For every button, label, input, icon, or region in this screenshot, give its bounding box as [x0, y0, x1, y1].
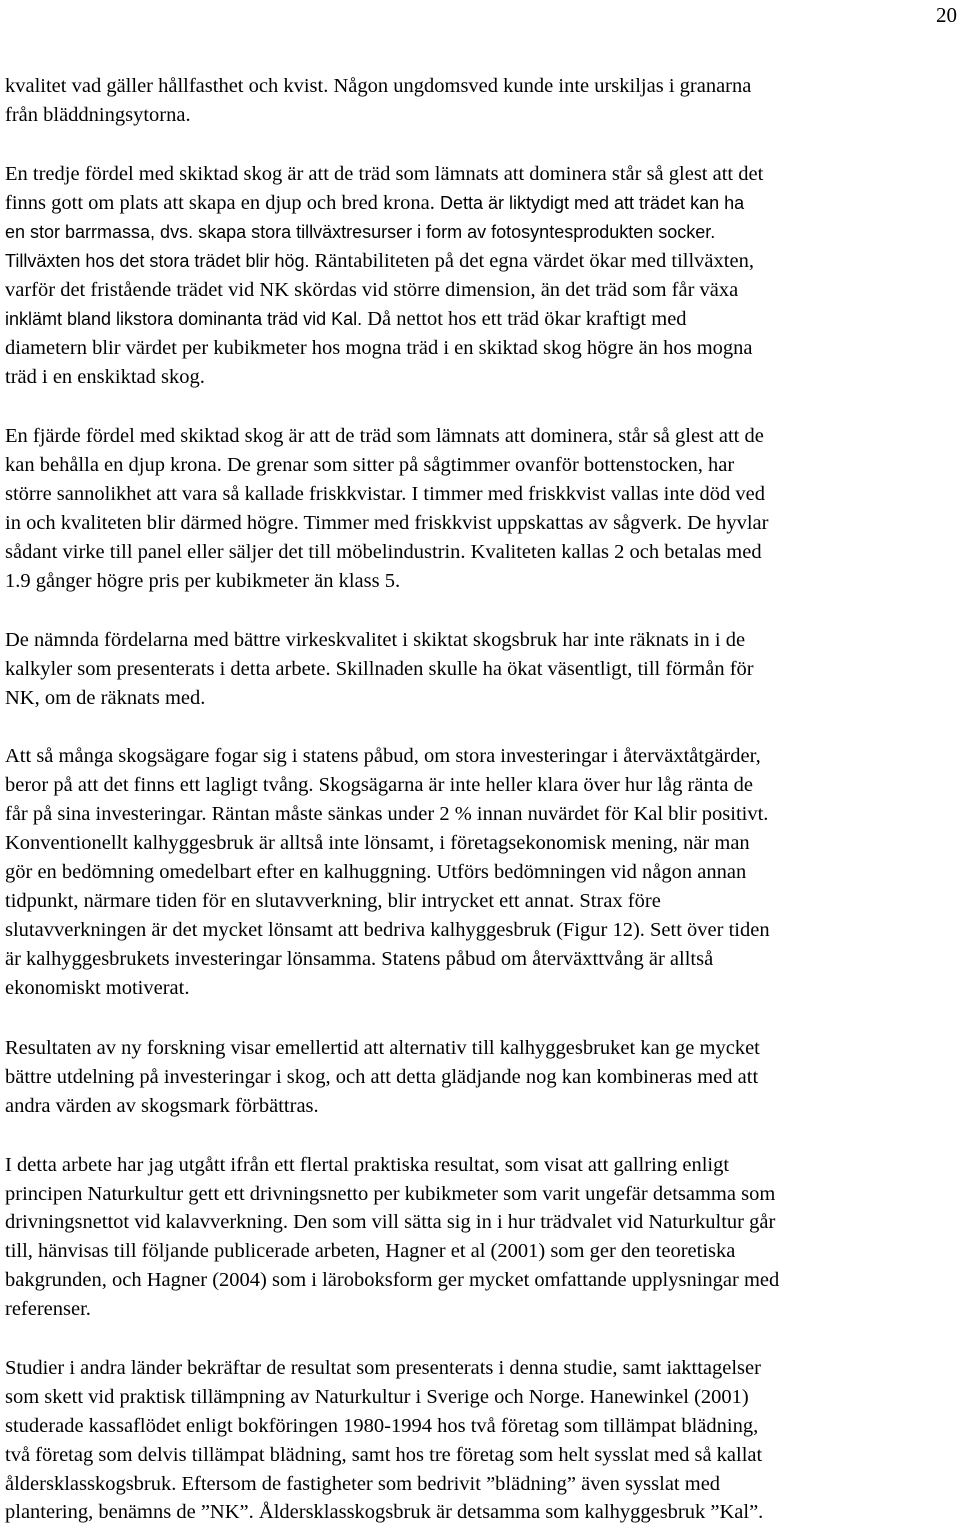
text-run: som skett vid praktisk tillämpning av Naturkultur i Sverige och Norge. Hanewinkel (2001) — [5, 1386, 749, 1408]
text-line — [5, 451, 734, 479]
text-line — [5, 742, 761, 770]
text-run: beror på att det finns ett lagligt tvång. Skogsägarna är inte heller klara över hur låg ränta de — [5, 774, 753, 796]
text-run: Konventionellt kalhyggesbruk är alltså inte lönsamt, i företagsekonomisk mening, när man — [5, 832, 750, 854]
text-line — [5, 655, 754, 683]
text-run: plantering, benämns de ”NK”. Åldersklasskogsbruk är detsamma som kalhyggesbruk ”Kal”. — [5, 1501, 764, 1523]
text-run: gör en bedömning omedelbart efter en kalhuggning. Utförs bedömningen vid någon annan — [5, 861, 747, 883]
text-line — [5, 334, 753, 362]
text-run: De nämnda fördelarna med bättre virkeskvalitet i skiktat skogsbruk har inte räknats in i de — [5, 629, 746, 651]
text-run: studerade kassaflödet enligt bokföringen 1980-1994 hos två företag som tillämpat blädning, — [5, 1415, 759, 1437]
text-run: Att så många skogsägare fogar sig i statens påbud, om stora investeringar i återväxtåtgärder, — [5, 745, 761, 767]
text-line — [5, 509, 768, 537]
text-line — [5, 974, 189, 1002]
text-run: principen Naturkultur gett ett drivningsnetto per kubikmeter som varit ungefär detsamma som — [5, 1183, 776, 1205]
text-line — [5, 218, 715, 246]
text-line — [5, 247, 754, 275]
text-run: Detta är liktydigt med att trädet kan ha — [439, 193, 745, 213]
text-line — [5, 422, 764, 450]
text-line — [5, 1034, 760, 1062]
text-run: varför det fristående trädet vid NK skördas vid större dimension, än det träd som får växa — [5, 279, 739, 301]
text-run: bakgrunden, och Hagner (2004) som i läroboksform ger mycket omfattande upplysningar med — [5, 1269, 780, 1291]
page-number: 20 — [936, 3, 957, 27]
text-line — [5, 1412, 758, 1440]
text-run: Studier i andra länder bekräftar de resultat som presenterats i denna studie, samt iakttagelser — [5, 1357, 761, 1379]
text-run: finns gott om plats att skapa en djup och bred krona. — [5, 192, 440, 214]
text-run: från bläddningsytorna. — [5, 104, 191, 126]
text-run: två företag som delvis tillämpat blädning, samt hos tre företag som helt sysslat med så kallat — [5, 1444, 763, 1466]
text-line — [5, 945, 713, 973]
text-line — [5, 363, 205, 391]
text-run: är kalhyggesbrukets investeringar lönsamma. Statens påbud om återväxttvång är alltså — [5, 948, 714, 970]
text-line — [5, 800, 768, 828]
text-run: andra värden av skogsmark förbättras. — [5, 1095, 319, 1117]
text-line — [5, 1063, 758, 1091]
text-run: diametern blir värdet per kubikmeter hos mogna träd i en skiktad skog högre än hos mogna — [5, 337, 753, 359]
text-line — [5, 1180, 775, 1208]
text-run: en stor barrmassa, dvs. skapa stora tillväxtresurser i form av fotosyntesprodukten socker. — [5, 222, 716, 242]
text-run: En tredje fördel med skiktad skog är att de träd som lämnats att dominera står så glest att det — [5, 163, 764, 185]
text-line — [5, 305, 687, 333]
text-line — [5, 480, 765, 508]
text-line — [5, 887, 661, 915]
text-line — [5, 101, 191, 129]
text-run: drivningsnettot vid kalavverkning. Den som vill sätta sig in i hur trädvalet vid Naturkultur går — [5, 1211, 776, 1233]
text-line — [5, 1295, 91, 1323]
text-run: 1.9 gånger högre pris per kubikmeter än klass 5. — [5, 570, 401, 592]
text-line — [5, 1441, 762, 1469]
text-line — [5, 1151, 729, 1179]
text-line — [5, 538, 762, 566]
text-run: Tillväxten hos det stora trädet blir hög. — [5, 251, 315, 271]
text-line — [5, 567, 400, 595]
text-run: in och kvaliteten blir därmed högre. Timmer med friskkvist uppskattas av sågverk. De hyvlar — [5, 512, 769, 534]
text-run: bättre utdelning på investeringar i skog, och att detta glädjande nog kan kombineras med att — [5, 1066, 759, 1088]
text-run: kan behålla en djup krona. De grenar som sitter på sågtimmer ovanför bottenstocken, har — [5, 454, 735, 476]
text-line — [5, 1470, 720, 1498]
text-line — [5, 771, 753, 799]
text-run: I detta arbete har jag utgått ifrån ett flertal praktiska resultat, som visat att gallring enligt — [5, 1154, 730, 1176]
text-run: får på sina investeringar. Räntan måste sänkas under 2 % innan nuvärdet för Kal blir positivt. — [5, 803, 769, 825]
text-run: Räntabiliteten på det egna värdet ökar med tillväxten, — [314, 250, 754, 272]
text-run: Då nettot hos ett träd ökar kraftigt med — [367, 308, 687, 330]
text-run: sådant virke till panel eller säljer det till möbelindustrin. Kvaliteten kallas 2 och betalas med — [5, 541, 762, 563]
text-run: större sannolikhet att vara så kallade friskkvistar. I timmer med friskkvist vallas inte död ved — [5, 483, 766, 505]
text-line — [5, 829, 750, 857]
text-run: kalkyler som presenterats i detta arbete. Skillnaden skulle ha ökat väsentligt, till förmån för — [5, 658, 754, 680]
text-line — [5, 684, 205, 712]
text-line — [5, 1354, 761, 1382]
text-line — [5, 72, 751, 100]
text-run: träd i en enskiktad skog. — [5, 366, 205, 388]
text-line — [5, 1498, 763, 1526]
text-run: En fjärde fördel med skiktad skog är att de träd som lämnats att dominera, står så glest att de — [5, 425, 764, 447]
text-run: inklämt bland likstora dominanta träd vid Kal. — [5, 309, 368, 329]
text-line — [5, 160, 763, 188]
text-run: kvalitet vad gäller hållfasthet och kvist. Någon ungdomsved kunde inte urskiljas i granarna — [5, 75, 752, 97]
text-line — [5, 626, 745, 654]
text-line — [5, 1237, 735, 1265]
text-run: Resultaten av ny forskning visar emellertid att alternativ till kalhyggesbruket kan ge mycket — [5, 1037, 760, 1059]
text-run: ekonomiskt motiverat. — [5, 977, 190, 999]
text-run: till, hänvisas till följande publicerade arbeten, Hagner et al (2001) som ger den teoretiska — [5, 1240, 736, 1262]
text-run: referenser. — [5, 1298, 91, 1320]
text-line — [5, 858, 746, 886]
text-run: tidpunkt, närmare tiden för en slutavverkning, blir intrycket ett annat. Strax före — [5, 890, 661, 912]
text-line — [5, 1266, 779, 1294]
text-line — [5, 916, 770, 944]
text-line — [5, 1208, 775, 1236]
text-line — [5, 189, 744, 217]
text-run: åldersklasskogsbruk. Eftersom de fastigheter som bedrivit ”blädning” även sysslat med — [5, 1473, 721, 1495]
text-line — [5, 276, 738, 304]
text-run: NK, om de räknats med. — [5, 687, 206, 709]
text-line — [5, 1383, 749, 1411]
text-line — [5, 1092, 319, 1120]
text-run: slutavverkningen är det mycket lönsamt att bedriva kalhyggesbruk (Figur 12). Sett över tiden — [5, 919, 770, 941]
